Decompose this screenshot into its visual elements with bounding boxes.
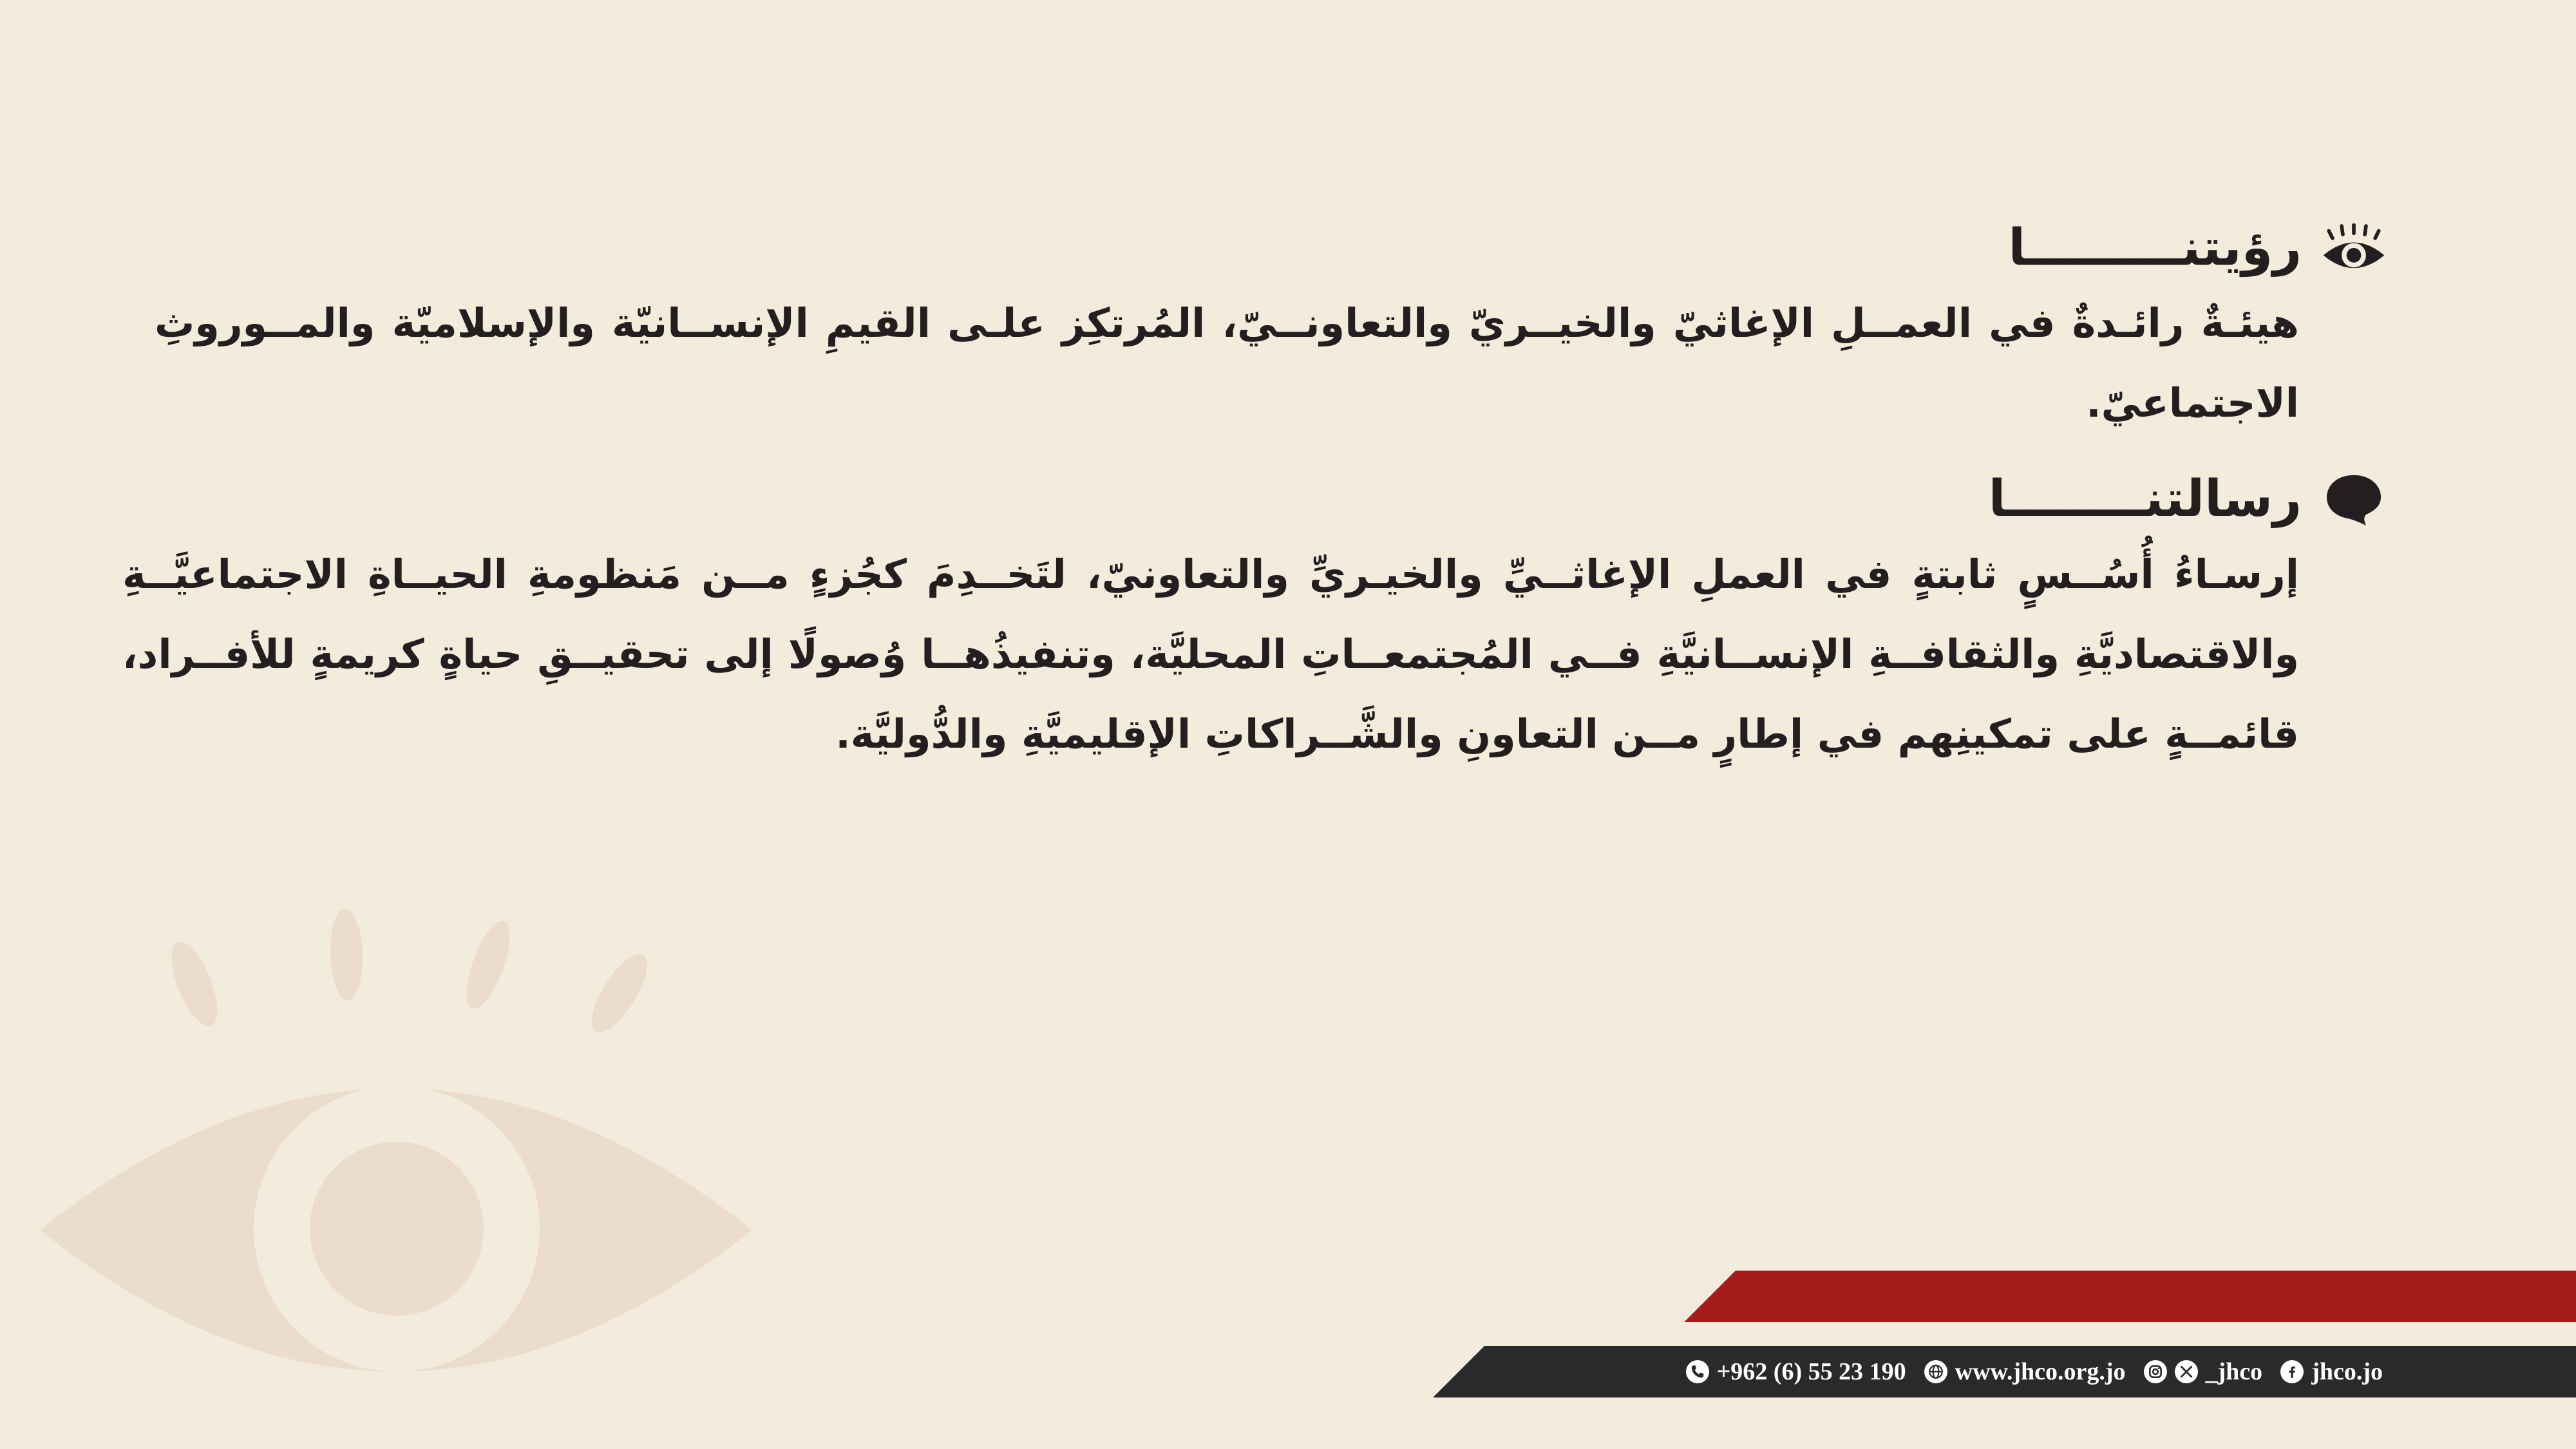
mission-title: رسالتنــــــــا <box>1988 470 2302 528</box>
vision-title: رؤيتنـــــــــا <box>2008 219 2302 277</box>
vision-section <box>155 213 2389 443</box>
eye-icon <box>2318 213 2389 283</box>
footer-contact <box>1686 1346 2383 1397</box>
website-url: www.jhco.org.jo <box>1955 1358 2126 1385</box>
vision-text: هيئـةٌ رائـدةٌ في العمــلِ الإغاثيّ والخيــريّ والتعاونــيّ، المُرتكِز علـى القيمِ الإنســانيّة والإسلاميّة والمــوروثِ الاجتماعيّ. <box>155 299 2299 426</box>
phone-contact[interactable] <box>1686 1358 1906 1386</box>
facebook-link[interactable] <box>2280 1358 2383 1386</box>
website-link[interactable] <box>1924 1358 2126 1386</box>
instagram-icon <box>2144 1360 2167 1383</box>
social-handle-link[interactable] <box>2144 1358 2263 1386</box>
background-eye-watermark <box>26 895 799 1436</box>
globe-icon <box>1924 1360 1947 1383</box>
mission-section <box>122 464 2389 774</box>
facebook-page: jhco.jo <box>2311 1358 2383 1385</box>
vision-heading <box>155 213 2389 283</box>
phone-icon <box>1686 1360 1709 1383</box>
x-twitter-icon <box>2175 1360 2198 1383</box>
facebook-icon <box>2280 1360 2304 1383</box>
social-handle: _jhco <box>2205 1358 2263 1385</box>
phone-number: +962 (6) 55 23 190 <box>1716 1358 1906 1385</box>
mission-text: إرسـاءُ أُسُــسٍ ثابتةٍ في العملِ الإغاثــيِّ والخيـريِّ والتعاونيّ، لتَخــدِمَ كجُزءٍ مــن مَنظومةِ الحيــاةِ الاجتماعيَّــةِ والاقتصاديَّةِ والثقافــةِ الإنســانيَّةِ فــي المُجتمعــاتِ المحليَّة، وتنفيذُهــا وُصولًا إلى تحقيــقِ حياةٍ كريمةٍ للأفــراد، قائمــةٍ على تمكينِهم في إطارٍ مــن التعاونِ والشَّــراكاتِ الإقليميَّةِ والدُّوليَّة. <box>122 551 2299 757</box>
footer-red-band <box>1684 1271 2576 1322</box>
speech-bubble-icon <box>2318 464 2389 535</box>
mission-heading <box>122 464 2389 535</box>
